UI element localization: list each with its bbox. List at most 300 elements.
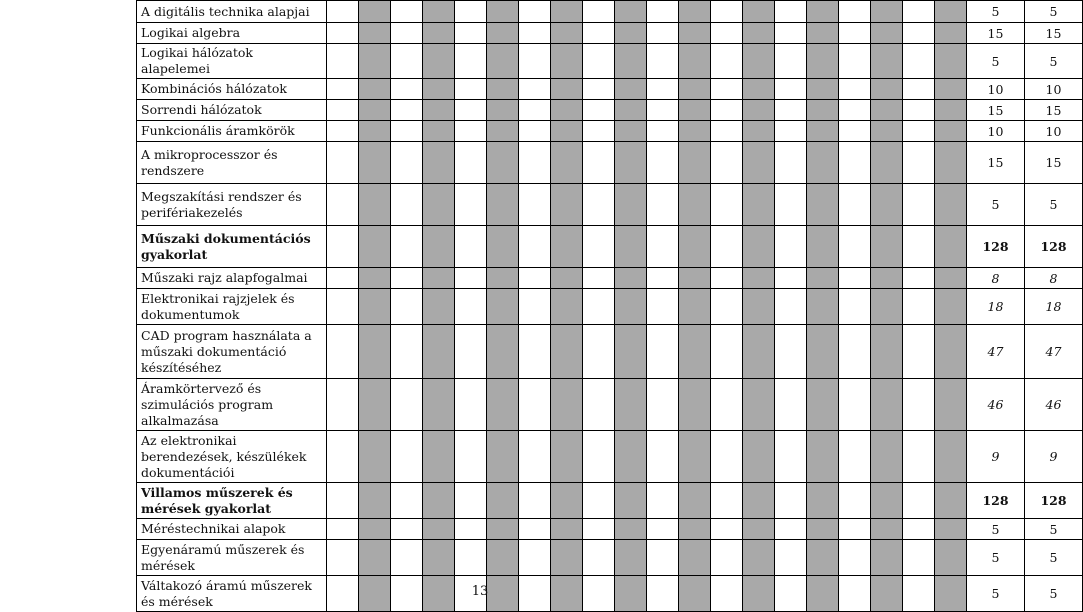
shaded-cell (807, 100, 839, 121)
empty-cell (839, 540, 871, 576)
empty-cell (519, 142, 551, 184)
shaded-cell (551, 142, 583, 184)
table-row (137, 100, 1083, 121)
total-hours-cell: 8 (1025, 268, 1083, 289)
empty-cell (647, 121, 679, 142)
shaded-cell (551, 379, 583, 431)
shaded-cell (359, 289, 391, 325)
empty-cell (775, 519, 807, 540)
empty-cell (775, 100, 807, 121)
shaded-cell (551, 44, 583, 79)
empty-cell (455, 1, 487, 23)
hours-cell: 8 (967, 268, 1025, 289)
shaded-cell (679, 268, 711, 289)
shaded-cell (359, 142, 391, 184)
shaded-cell (359, 519, 391, 540)
shaded-cell (359, 226, 391, 268)
empty-cell (583, 379, 615, 431)
empty-cell (775, 325, 807, 379)
empty-cell (903, 100, 935, 121)
empty-cell (647, 289, 679, 325)
empty-cell (839, 100, 871, 121)
shaded-cell (807, 226, 839, 268)
empty-cell (519, 226, 551, 268)
topic-name-cell: CAD program használata a műszaki dokumentáció készítéséhez (137, 325, 327, 379)
empty-cell (455, 226, 487, 268)
shaded-cell (743, 226, 775, 268)
topic-name-cell: A digitális technika alapjai (137, 1, 327, 23)
shaded-cell (615, 142, 647, 184)
shaded-cell (871, 325, 903, 379)
topic-name-cell: Funkcionális áramkörök (137, 121, 327, 142)
shaded-cell (359, 44, 391, 79)
shaded-cell (551, 519, 583, 540)
empty-cell (711, 1, 743, 23)
empty-cell (391, 44, 423, 79)
shaded-cell (487, 44, 519, 79)
shaded-cell (935, 121, 967, 142)
shaded-cell (359, 184, 391, 226)
empty-cell (711, 142, 743, 184)
empty-cell (455, 23, 487, 44)
empty-cell (903, 483, 935, 519)
shaded-cell (359, 23, 391, 44)
shaded-cell (487, 431, 519, 483)
topic-name-cell: Elektronikai rajzjelek és dokumentumok (137, 289, 327, 325)
shaded-cell (935, 184, 967, 226)
empty-cell (711, 431, 743, 483)
shaded-cell (935, 268, 967, 289)
empty-cell (647, 379, 679, 431)
empty-cell (647, 483, 679, 519)
shaded-cell (551, 184, 583, 226)
shaded-cell (359, 483, 391, 519)
empty-cell (519, 184, 551, 226)
shaded-cell (743, 79, 775, 100)
page-number: 13 (471, 584, 489, 599)
shaded-cell (807, 379, 839, 431)
shaded-cell (679, 142, 711, 184)
empty-cell (583, 431, 615, 483)
shaded-cell (551, 79, 583, 100)
shaded-cell (359, 121, 391, 142)
empty-cell (839, 325, 871, 379)
empty-cell (583, 184, 615, 226)
empty-cell (391, 268, 423, 289)
shaded-cell (487, 289, 519, 325)
topic-name-cell: Méréstechnikai alapok (137, 519, 327, 540)
total-hours-cell: 15 (1025, 23, 1083, 44)
empty-cell (903, 184, 935, 226)
table-row (137, 268, 1083, 289)
empty-cell (711, 268, 743, 289)
total-hours-cell: 5 (1025, 576, 1083, 612)
shaded-cell (359, 540, 391, 576)
shaded-cell (935, 226, 967, 268)
empty-cell (903, 142, 935, 184)
empty-cell (903, 79, 935, 100)
total-hours-cell: 18 (1025, 289, 1083, 325)
shaded-cell (423, 325, 455, 379)
shaded-cell (807, 519, 839, 540)
empty-cell (391, 483, 423, 519)
shaded-cell (679, 79, 711, 100)
empty-cell (711, 519, 743, 540)
empty-cell (839, 79, 871, 100)
empty-cell (839, 184, 871, 226)
hours-cell: 10 (967, 79, 1025, 100)
empty-cell (519, 79, 551, 100)
empty-cell (775, 226, 807, 268)
empty-cell (327, 142, 359, 184)
empty-cell (711, 184, 743, 226)
empty-cell (775, 268, 807, 289)
shaded-cell (935, 483, 967, 519)
shaded-cell (487, 226, 519, 268)
empty-cell (711, 79, 743, 100)
empty-cell (391, 431, 423, 483)
empty-cell (647, 268, 679, 289)
shaded-cell (615, 540, 647, 576)
empty-cell (583, 325, 615, 379)
shaded-cell (487, 540, 519, 576)
shaded-cell (423, 226, 455, 268)
shaded-cell (679, 100, 711, 121)
total-hours-cell: 9 (1025, 431, 1083, 483)
empty-cell (327, 325, 359, 379)
hours-cell: 15 (967, 23, 1025, 44)
shaded-cell (743, 289, 775, 325)
shaded-cell (423, 431, 455, 483)
shaded-cell (423, 44, 455, 79)
shaded-cell (423, 540, 455, 576)
shaded-cell (743, 325, 775, 379)
empty-cell (711, 23, 743, 44)
empty-cell (647, 226, 679, 268)
empty-cell (519, 23, 551, 44)
shaded-cell (807, 23, 839, 44)
shaded-cell (743, 431, 775, 483)
empty-cell (455, 79, 487, 100)
empty-cell (391, 1, 423, 23)
empty-cell (647, 23, 679, 44)
empty-cell (839, 44, 871, 79)
shaded-cell (551, 325, 583, 379)
empty-cell (839, 431, 871, 483)
empty-cell (903, 431, 935, 483)
empty-cell (903, 540, 935, 576)
total-hours-cell: 5 (1025, 44, 1083, 79)
shaded-cell (807, 483, 839, 519)
empty-cell (327, 226, 359, 268)
hours-cell: 128 (967, 483, 1025, 519)
shaded-cell (743, 519, 775, 540)
shaded-cell (679, 519, 711, 540)
shaded-cell (679, 431, 711, 483)
topic-name-cell: Villamos műszerek és mérések gyakorlat (137, 483, 327, 519)
shaded-cell (487, 1, 519, 23)
empty-cell (647, 431, 679, 483)
empty-cell (903, 121, 935, 142)
hours-cell: 5 (967, 519, 1025, 540)
empty-cell (327, 268, 359, 289)
shaded-cell (487, 23, 519, 44)
empty-cell (391, 79, 423, 100)
shaded-cell (935, 1, 967, 23)
empty-cell (519, 379, 551, 431)
empty-cell (839, 23, 871, 44)
empty-cell (839, 519, 871, 540)
empty-cell (583, 483, 615, 519)
shaded-cell (487, 184, 519, 226)
table-row (137, 1, 1083, 23)
empty-cell (327, 289, 359, 325)
shaded-cell (871, 142, 903, 184)
table-row (137, 142, 1083, 184)
empty-cell (711, 100, 743, 121)
empty-cell (327, 79, 359, 100)
empty-cell (455, 44, 487, 79)
shaded-cell (615, 268, 647, 289)
shaded-cell (807, 44, 839, 79)
shaded-cell (423, 379, 455, 431)
shaded-cell (359, 1, 391, 23)
empty-cell (903, 325, 935, 379)
total-hours-cell: 46 (1025, 379, 1083, 431)
shaded-cell (359, 268, 391, 289)
shaded-cell (615, 519, 647, 540)
shaded-cell (423, 100, 455, 121)
empty-cell (647, 142, 679, 184)
shaded-cell (807, 540, 839, 576)
shaded-cell (679, 1, 711, 23)
shaded-cell (935, 431, 967, 483)
shaded-cell (679, 483, 711, 519)
empty-cell (455, 289, 487, 325)
empty-cell (583, 268, 615, 289)
shaded-cell (807, 184, 839, 226)
shaded-cell (935, 379, 967, 431)
table-row (137, 226, 1083, 268)
topic-name-cell: Logikai algebra (137, 23, 327, 44)
shaded-cell (423, 268, 455, 289)
shaded-cell (935, 289, 967, 325)
empty-cell (519, 1, 551, 23)
empty-cell (839, 483, 871, 519)
empty-cell (583, 121, 615, 142)
shaded-cell (871, 79, 903, 100)
empty-cell (519, 325, 551, 379)
topic-name-cell: Logikai hálózatok alapelemei (137, 44, 327, 79)
shaded-cell (423, 289, 455, 325)
shaded-cell (423, 79, 455, 100)
shaded-cell (615, 44, 647, 79)
empty-cell (839, 226, 871, 268)
hours-cell: 15 (967, 100, 1025, 121)
empty-cell (903, 23, 935, 44)
empty-cell (775, 289, 807, 325)
shaded-cell (935, 519, 967, 540)
shaded-cell (871, 268, 903, 289)
shaded-cell (871, 431, 903, 483)
empty-cell (903, 1, 935, 23)
shaded-cell (807, 121, 839, 142)
total-hours-cell: 5 (1025, 519, 1083, 540)
empty-cell (327, 379, 359, 431)
empty-cell (647, 325, 679, 379)
shaded-cell (551, 431, 583, 483)
curriculum-hours-table (136, 0, 1083, 612)
empty-cell (583, 100, 615, 121)
shaded-cell (615, 184, 647, 226)
empty-cell (519, 121, 551, 142)
empty-cell (711, 44, 743, 79)
empty-cell (391, 226, 423, 268)
empty-cell (839, 268, 871, 289)
empty-cell (903, 268, 935, 289)
shaded-cell (807, 431, 839, 483)
hours-cell: 47 (967, 325, 1025, 379)
shaded-cell (487, 268, 519, 289)
empty-cell (583, 226, 615, 268)
shaded-cell (935, 44, 967, 79)
total-hours-cell: 47 (1025, 325, 1083, 379)
empty-cell (839, 1, 871, 23)
total-hours-cell: 15 (1025, 142, 1083, 184)
empty-cell (711, 121, 743, 142)
empty-cell (327, 121, 359, 142)
shaded-cell (743, 44, 775, 79)
empty-cell (519, 100, 551, 121)
shaded-cell (807, 268, 839, 289)
shaded-cell (487, 325, 519, 379)
table-row (137, 184, 1083, 226)
shaded-cell (743, 23, 775, 44)
total-hours-cell: 5 (1025, 540, 1083, 576)
shaded-cell (743, 142, 775, 184)
table-row (137, 379, 1083, 431)
shaded-cell (679, 379, 711, 431)
hours-cell: 18 (967, 289, 1025, 325)
empty-cell (391, 519, 423, 540)
empty-cell (455, 379, 487, 431)
shaded-cell (615, 23, 647, 44)
empty-cell (711, 226, 743, 268)
empty-cell (839, 121, 871, 142)
shaded-cell (487, 79, 519, 100)
shaded-cell (359, 325, 391, 379)
shaded-cell (615, 121, 647, 142)
empty-cell (455, 184, 487, 226)
shaded-cell (487, 519, 519, 540)
shaded-cell (551, 483, 583, 519)
empty-cell (391, 121, 423, 142)
shaded-cell (423, 23, 455, 44)
shaded-cell (615, 79, 647, 100)
empty-cell (583, 79, 615, 100)
shaded-cell (615, 483, 647, 519)
empty-cell (647, 79, 679, 100)
shaded-cell (679, 184, 711, 226)
table-row (137, 325, 1083, 379)
hours-cell: 5 (967, 184, 1025, 226)
shaded-cell (743, 540, 775, 576)
shaded-cell (807, 142, 839, 184)
empty-cell (327, 1, 359, 23)
shaded-cell (423, 184, 455, 226)
empty-cell (519, 431, 551, 483)
total-hours-cell: 128 (1025, 226, 1083, 268)
empty-cell (839, 379, 871, 431)
empty-cell (711, 289, 743, 325)
empty-cell (455, 268, 487, 289)
empty-cell (903, 44, 935, 79)
shaded-cell (423, 1, 455, 23)
total-hours-cell: 15 (1025, 100, 1083, 121)
shaded-cell (615, 100, 647, 121)
table-row (137, 79, 1083, 100)
empty-cell (903, 519, 935, 540)
empty-cell (775, 379, 807, 431)
shaded-cell (487, 121, 519, 142)
shaded-cell (807, 289, 839, 325)
empty-cell (327, 44, 359, 79)
shaded-cell (551, 23, 583, 44)
hours-cell: 5 (967, 44, 1025, 79)
shaded-cell (551, 540, 583, 576)
empty-cell (455, 483, 487, 519)
hours-cell: 128 (967, 226, 1025, 268)
table-row (137, 519, 1083, 540)
empty-cell (839, 142, 871, 184)
shaded-cell (935, 100, 967, 121)
table-row (137, 121, 1083, 142)
empty-cell (583, 289, 615, 325)
shaded-cell (615, 289, 647, 325)
empty-cell (455, 540, 487, 576)
shaded-cell (679, 23, 711, 44)
empty-cell (391, 379, 423, 431)
empty-cell (775, 142, 807, 184)
empty-cell (327, 483, 359, 519)
shaded-cell (487, 483, 519, 519)
table-row (137, 431, 1083, 483)
total-hours-cell: 10 (1025, 121, 1083, 142)
shaded-cell (871, 540, 903, 576)
hours-cell: 9 (967, 431, 1025, 483)
total-hours-cell: 5 (1025, 184, 1083, 226)
empty-cell (903, 289, 935, 325)
shaded-cell (743, 121, 775, 142)
empty-cell (903, 226, 935, 268)
empty-cell (519, 519, 551, 540)
shaded-cell (871, 184, 903, 226)
shaded-cell (743, 100, 775, 121)
shaded-cell (423, 483, 455, 519)
empty-cell (391, 184, 423, 226)
shaded-cell (679, 540, 711, 576)
shaded-cell (935, 23, 967, 44)
shaded-cell (615, 1, 647, 23)
empty-cell (647, 184, 679, 226)
topic-name-cell: Kombinációs hálózatok (137, 79, 327, 100)
shaded-cell (743, 1, 775, 23)
shaded-cell (679, 121, 711, 142)
topic-name-cell: Megszakítási rendszer és perifériakezelés (137, 184, 327, 226)
shaded-cell (871, 226, 903, 268)
shaded-cell (743, 483, 775, 519)
shaded-cell (551, 1, 583, 23)
